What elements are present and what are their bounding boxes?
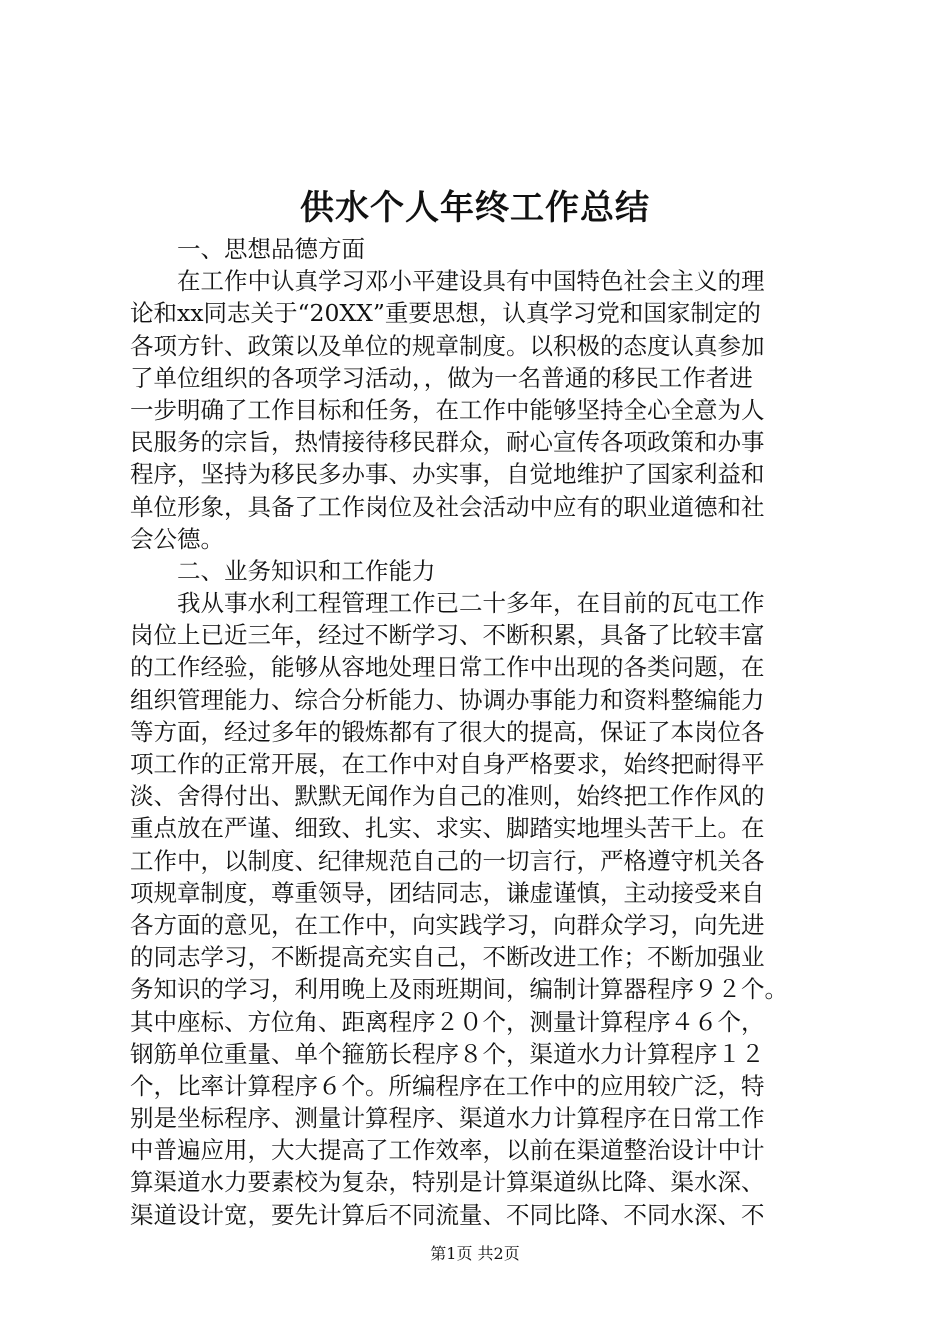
text-line: 一、思想品德方面	[177, 235, 365, 263]
document-body	[130, 233, 850, 1231]
text-line: 其中座标、方位角、距离程序２０个，测量计算程序４６个，	[130, 1007, 765, 1036]
text-line: 一步明确了工作目标和任务，在工作中能够坚持全心全意为人	[130, 395, 765, 424]
text-line: 我从事水利工程管理工作已二十多年，在目前的瓦屯工作	[177, 589, 765, 618]
text-line: 单位形象，具备了工作岗位及社会活动中应有的职业道德和社	[130, 492, 765, 521]
text-line: 中普遍应用，大大提高了工作效率，以前在渠道整治设计中计	[130, 1136, 765, 1165]
document-title: 供水个人年终工作总结	[300, 188, 650, 228]
text-line: 重点放在严谨、细致、扎实、求实、脚踏实地埋头苦干上。在	[130, 814, 765, 843]
text-line: 在工作中认真学习邓小平建设具有中国特色社会主义的理	[177, 267, 765, 296]
text-line: 淡、舍得付出、默默无闻作为自己的准则，始终把工作作风的	[130, 782, 765, 811]
text-line: 务知识的学习，利用晚上及雨班期间，编制计算器程序９２个。	[130, 975, 788, 1004]
text-line: 各项方针、政策以及单位的规章制度。以积极的态度认真参加	[130, 331, 765, 360]
text-line: 钢筋单位重量、单个箍筋长程序８个，渠道水力计算程序１２	[130, 1039, 765, 1068]
text-line: 算渠道水力要素校为复杂，特别是计算渠道纵比降、渠水深、	[130, 1168, 765, 1197]
text-line: 论和xx同志关于“20XX”重要思想，认真学习党和国家制定的	[130, 299, 761, 328]
text-line: 等方面，经过多年的锻炼都有了很大的提高，保证了本岗位各	[130, 717, 765, 746]
text-line: 的同志学习，不断提高充实自己，不断改进工作；不断加强业	[130, 943, 765, 972]
text-line: 民服务的宗旨，热情接待移民群众，耐心宣传各项政策和办事	[130, 428, 765, 457]
text-line: 渠道设计宽，要先计算后不同流量、不同比降、不同水深、不	[130, 1200, 765, 1229]
text-line: 各方面的意见，在工作中，向实践学习，向群众学习，向先进	[130, 910, 765, 939]
text-line: 别是坐标程序、测量计算程序、渠道水力计算程序在日常工作	[130, 1104, 765, 1133]
text-line: 二、业务知识和工作能力	[177, 556, 436, 585]
text-line: 组织管理能力、综合分析能力、协调办事能力和资料整编能力	[130, 685, 765, 714]
page-footer: 第1页 共2页	[430, 1244, 520, 1263]
text-line: 工作中，以制度、纪律规范自己的一切言行，严格遵守机关各	[130, 846, 765, 875]
text-line: 项规章制度，尊重领导，团结同志，谦虚谨慎，主动接受来自	[130, 878, 765, 907]
text-line: 项工作的正常开展，在工作中对自身严格要求，始终把耐得平	[130, 750, 765, 778]
text-line: 程序，坚持为移民多办事、办实事，自觉地维护了国家利益和	[130, 460, 765, 489]
text-line: 了单位组织的各项学习活动，，做为一名普通的移民工作者进	[130, 363, 753, 392]
text-line: 的工作经验，能够从容地处理日常工作中出现的各类问题，在	[130, 653, 765, 682]
text-line: 个，比率计算程序６个。所编程序在工作中的应用较广泛，特	[130, 1071, 765, 1100]
text-line: 会公德。	[130, 524, 224, 553]
text-line: 岗位上已近三年，经过不断学习、不断积累，具备了比较丰富	[130, 621, 765, 650]
